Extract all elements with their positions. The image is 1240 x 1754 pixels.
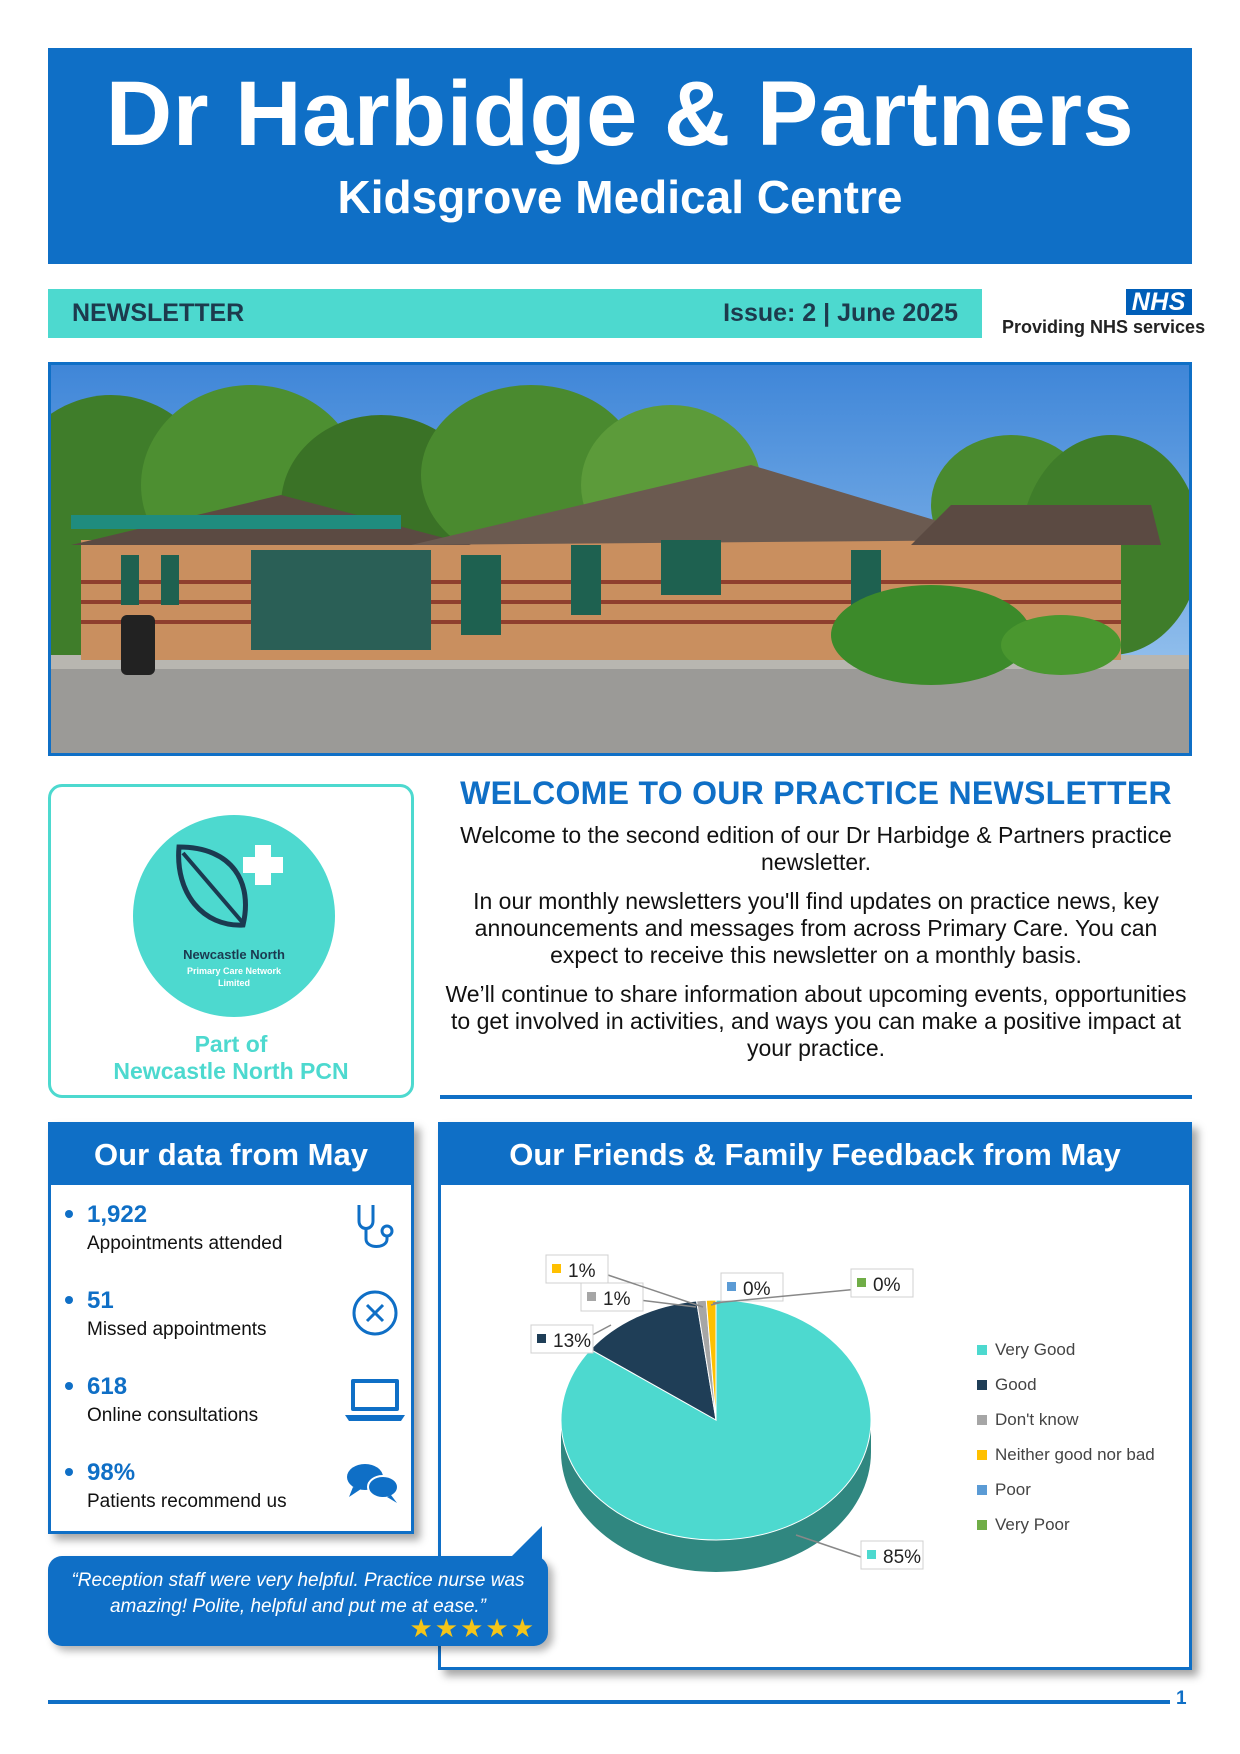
stat-patients-recommend [65,1459,401,1529]
welcome-heading: WELCOME TO OUR PRACTICE NEWSLETTER [460,775,1172,811]
data-card [48,1122,414,1534]
welcome-section [440,775,1192,1074]
pie-data-label: 13% [553,1331,592,1352]
leaf-cross-icon [173,843,293,943]
five-star-rating: ★★★★★ [409,1613,536,1643]
stat-label: Appointments attended [87,1233,283,1254]
pie-slices [561,1300,871,1572]
legend-label: Poor [995,1480,1031,1499]
welcome-paragraph-2: In our monthly newsletters you'll find updates on practice news, key announcements and messages from across Primary Care. You can expect to receive this newsletter on a monthly basis. [473,888,1159,968]
issue-bar [48,289,982,338]
legend-swatch [977,1415,987,1425]
practice-building-photo [48,362,1192,756]
stat-label: Online consultations [87,1405,259,1426]
nhs-logo: NHS [1126,289,1192,315]
stat-online-consultations [65,1373,401,1443]
legend-label: Very Poor [995,1515,1070,1534]
stat-value: 618 [87,1373,128,1400]
stat-value: 51 [87,1287,114,1314]
pie-label-swatch [867,1550,876,1559]
nhs-badge [1002,288,1206,339]
welcome-paragraph-3: We’ll continue to share information about upcoming events, opportunities to get involved in activities, and ways you can make a positive impact at your practice. [445,981,1187,1061]
stat-label: Patients recommend us [87,1491,287,1512]
legend-swatch [977,1485,987,1495]
pie-label-swatch [587,1292,596,1301]
bullet [65,1296,73,1304]
building-illustration [51,365,1189,753]
footer-divider [48,1700,1170,1704]
pcn-network-name: Newcastle North PCN [113,1058,349,1084]
pcn-part-of-label: Part of [194,1031,268,1057]
legend-label: Neither good nor bad [995,1445,1155,1464]
pie-label-swatch [857,1278,866,1287]
pcn-logo-subtitle [133,965,335,989]
stat-value: 1,922 [87,1201,148,1228]
feedback-card [438,1122,1192,1670]
pcn-logo-sub-line2: Limited [217,978,250,988]
bullet [65,1468,73,1476]
newsletter-label: NEWSLETTER [72,299,245,327]
quote-tail [508,1526,542,1560]
pie-data-label: 0% [873,1275,901,1296]
nhs-services-text: Providing NHS services [1002,317,1206,337]
stethoscope-icon [349,1201,401,1253]
pcn-logo [133,815,335,1017]
cross-circle-icon [349,1287,401,1339]
pie-data-label: 85% [883,1547,922,1568]
welcome-divider [440,1095,1192,1099]
legend-label: Good [995,1375,1037,1394]
feedback-card-heading: Our Friends & Family Feedback from May [441,1125,1189,1185]
masthead [48,48,1192,264]
laptop-icon [343,1373,407,1425]
pie-label-swatch [552,1264,561,1273]
feedback-pie-chart [441,1185,1189,1667]
practice-title: Dr Harbidge & Partners [105,63,1135,165]
stat-value: 98% [87,1459,136,1486]
data-card-heading: Our data from May [51,1125,411,1185]
pie-data-label: 0% [743,1279,771,1300]
pcn-part-of [51,1031,411,1085]
bullet [65,1210,73,1218]
issue-info: Issue: 2 | June 2025 [723,299,958,327]
pie-data-label: 1% [568,1261,596,1282]
legend-label: Very Good [995,1340,1076,1359]
pcn-logo-name: Newcastle North [183,947,285,962]
pie-label-swatch [727,1282,736,1291]
legend-label: Don't know [995,1410,1079,1429]
stat-appointments-attended [65,1201,401,1271]
pie-label-swatch [537,1334,546,1343]
welcome-paragraph-1: Welcome to the second edition of our Dr Harbidge & Partners practice newsletter. [460,822,1172,875]
pcn-logo-sub-line1: Primary Care Network [186,966,282,976]
practice-subtitle: Kidsgrove Medical Centre [337,171,903,223]
patient-quote [48,1556,548,1646]
legend-swatch [977,1345,987,1355]
legend-swatch [977,1380,987,1390]
stat-missed-appointments [65,1287,401,1357]
pie-data-label: 1% [603,1289,631,1310]
page-number: 1 [1176,1688,1187,1709]
bullet [65,1382,73,1390]
stat-label: Missed appointments [87,1319,267,1340]
chat-bubbles-icon [345,1459,401,1511]
pcn-card [48,784,414,1098]
legend-swatch [977,1450,987,1460]
legend-swatch [977,1520,987,1530]
pie-legend [977,1340,1155,1534]
quote-text: “Reception staff were very helpful. Practice nurse was amazing! Polite, helpful and put me at ease.” [71,1570,525,1617]
